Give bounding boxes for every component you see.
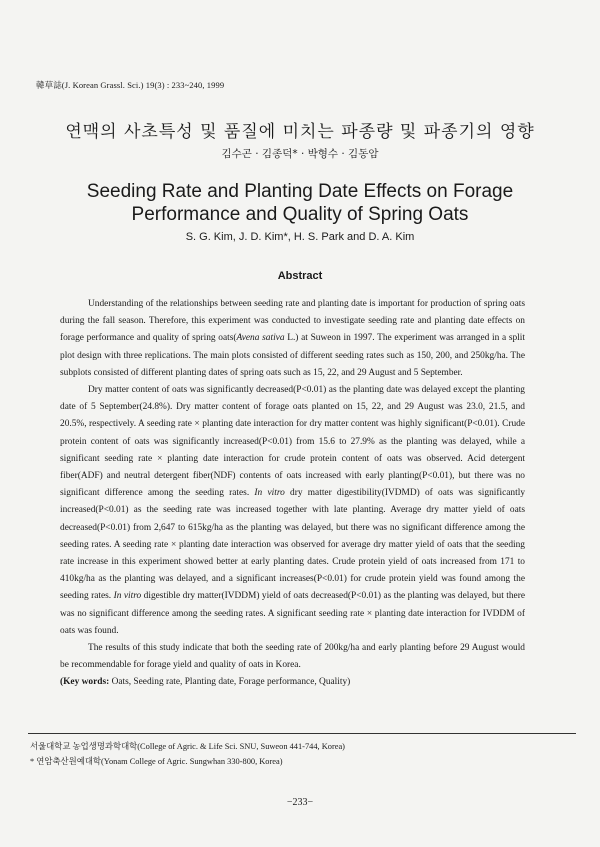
abstract-heading: Abstract xyxy=(277,270,323,282)
abstract-paragraph-2: Dry matter content of oats was significantly decreased(P<0.01) as the planting date was delayed except the planting date of 5 September(24.8%). Dry matter content of forage oats planted on 15, 22, and 29 August was 23.0, 21.5, and 20.5%, respectively. A seeding rate × planting date interaction for dry matter content was highly significant(P<0.01). Crude protein content of oats was significantly increased(P<0.01) from 15.6 to 27.9% as the planting was delayed, while a significant seeding rate × planting date interaction for crude protein content of oats was observed. Acid detergent fiber(ADF) and neutral detergent fiber(NDF) contents of oats increased with early planting(P<0.01), but there was no significant difference among the seeding rates. In vitro dry matter digestibility(IVDMD) of oats was significantly increased(P<0.01) as the seeding rate was increased together with late planting. Average dry matter yield of oats decreased(P<0.01) from 2,647 to 615kg/ha as the planting was delayed, but there was no significant difference among the seeding rates. A seeding rate × planting date interaction was observed for average dry matter yield of oats that the seeding rate increase in this experiment showed better at early planting dates. Crude protein yield of oats increased from 171 to 410kg/ha as the planting was delayed, and a significant increases(P<0.01) for crude protein yield was found among the seeding rates. In vitro digestible dry matter(IVDDM) yield of oats decreased(P<0.01) as the planting was delayed, but there was no significant difference among the seeding rates. A significant seeding rate × planting date interaction for IVDDM of oats was found. xyxy=(60,385,526,636)
page-number: −233− xyxy=(286,797,314,808)
korean-title: 연맥의 사초특성 및 품질에 미치는 파종량 및 파종기의 영향 xyxy=(65,122,535,142)
abstract-body xyxy=(60,296,525,692)
english-title-line-1: Seeding Rate and Planting Date Effects on Forage xyxy=(86,181,514,202)
abstract-paragraph-1: Understanding of the relationships between seeding rate and planting date is important for production of spring oats during the fall season. Therefore, this experiment was conducted to investigate seeding rate and planting date effects on forage performance and quality of spring oats(Avena sativa L.) at Suweon in 1997. The experiment was arranged in a split plot design with three replications. The main plots consisted of different seeding rates such as 150, 200, and 250kg/ha. The subplots consisted of different planting dates of spring oats such as 15, 22, and 29 August and 5 September. xyxy=(60,299,525,378)
footnotes xyxy=(30,739,345,769)
korean-authors: 김수곤 · 김종덕* · 박형수 · 김동암 xyxy=(221,148,379,160)
english-authors: S. G. Kim, J. D. Kim*, H. S. Park and D. A. Kim xyxy=(185,231,415,243)
footnote-affiliation-2: * 연암축산원예대학(Yonam College of Agric. Sungwhan 330-800, Korea) xyxy=(30,757,283,766)
journal-reference: 韓草誌(J. Korean Grassl. Sci.) 19(3) : 233~240, 1999 xyxy=(36,80,225,90)
abstract-paragraph-3: The results of this study indicate that both the seeding rate of 200kg/ha and early planting before 29 August would be recommendable for forage yield and quality of oats in Korea. xyxy=(60,643,525,671)
keywords xyxy=(60,674,525,691)
keywords-label: (Key words: xyxy=(60,677,110,688)
english-title-line-2: Performance and Quality of Spring Oats xyxy=(131,204,469,225)
footnote-affiliation-1: 서울대학교 농업생명과학대학(College of Agric. & Life Sci. SNU, Suweon 441-744, Korea) xyxy=(30,742,345,751)
footnote-divider xyxy=(28,733,576,734)
keywords-text: Oats, Seeding rate, Planting date, Forage performance, Quality) xyxy=(109,677,351,688)
english-title xyxy=(0,180,600,226)
